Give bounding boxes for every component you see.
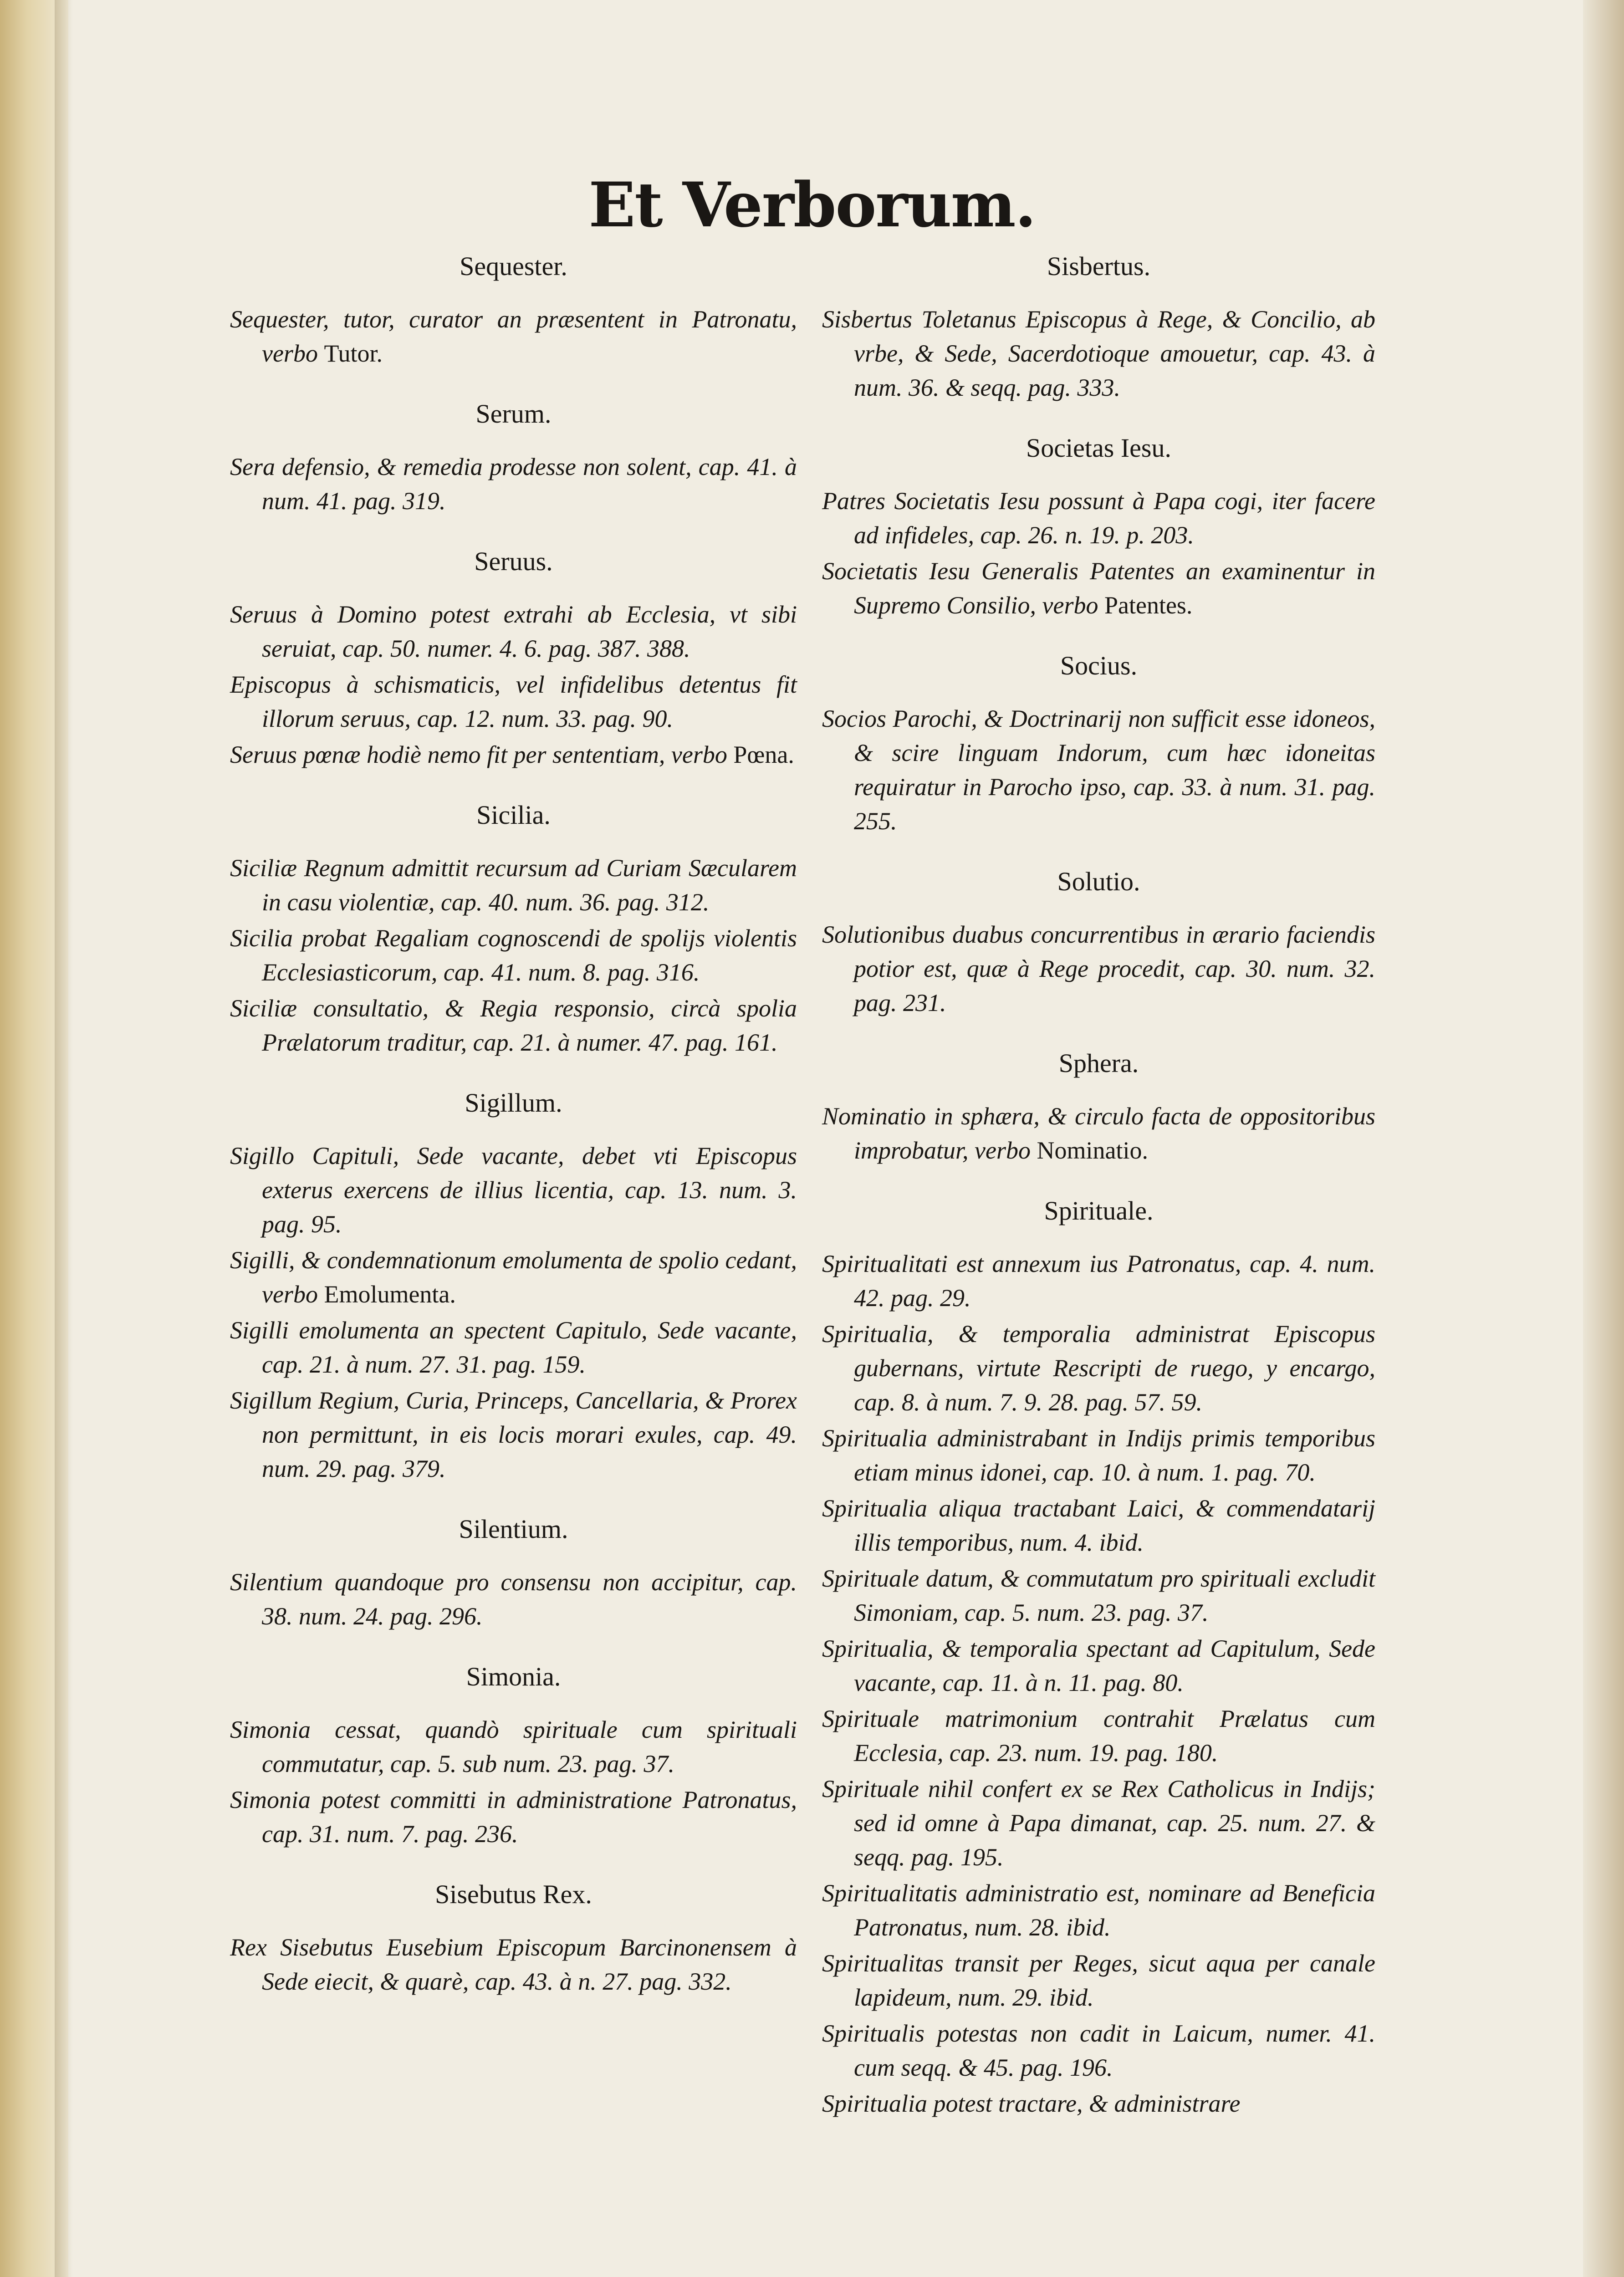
index-heading: Sicilia. bbox=[476, 800, 551, 830]
index-entry bbox=[822, 2017, 1375, 2085]
index-entry bbox=[230, 1930, 797, 1999]
entry-text: Rex Sisebutus Eusebium Episcopum Barcinonensem à Sede eiecit, & quarè, cap. 43. à n. 27. pag. 332. bbox=[230, 1934, 797, 1995]
entry-text: Seruus pœnæ hodiè nemo fit per sententiam, verbo bbox=[230, 741, 734, 768]
entry-text: Sigillum Regium, Curia, Princeps, Cancellaria, & Prorex non permittunt, in eis locis morari exules, cap. 49. num. 29. pag. 379. bbox=[230, 1387, 797, 1482]
entry-text: Sigilli emolumenta an spectent Capitulo, Sede vacante, cap. 21. à num. 27. 31. pag. 159. bbox=[230, 1317, 797, 1378]
index-entry bbox=[822, 554, 1375, 623]
entry-text: Spirituale matrimonium contrahit Prælatus cum Ecclesia, cap. 23. num. 19. pag. 180. bbox=[822, 1705, 1375, 1766]
entry-text: Spiritualia administrabant in Indijs primis temporibus etiam minus idonei, cap. 10. à num. 1. pag. 70. bbox=[822, 1424, 1375, 1486]
section-gap bbox=[822, 1169, 1375, 1190]
index-heading: Seruus. bbox=[474, 546, 553, 576]
left-column bbox=[230, 246, 797, 2001]
section-gap bbox=[230, 373, 797, 393]
entry-text: Spiritualitati est annexum ius Patronatus, cap. 4. num. 42. pag. 29. bbox=[822, 1250, 1375, 1312]
index-entry bbox=[230, 302, 797, 371]
entry-text: Silentium quandoque pro consensu non accipitur, cap. 38. num. 24. pag. 296. bbox=[230, 1568, 797, 1630]
cross-reference: Tutor. bbox=[324, 340, 383, 367]
entry-text: Sigillo Capituli, Sede vacante, debet vti Episcopus exterus exercens de illius licentia, cap. 13. num. 3. pag. 95. bbox=[230, 1142, 797, 1238]
entry-text: Spirituale datum, & commutatum pro spirituali excludit Simoniam, cap. 5. num. 23. pag. 37. bbox=[822, 1565, 1375, 1626]
index-heading: Serum. bbox=[475, 399, 552, 429]
index-entry bbox=[230, 921, 797, 990]
entry-text: Solutionibus duabus concurrentibus in ærario faciendis potior est, quæ à Rege procedit, cap. 30. num. 32. pag. 231. bbox=[822, 921, 1375, 1016]
index-heading: Spirituale. bbox=[1044, 1196, 1154, 1225]
index-heading: Societas Iesu. bbox=[1026, 433, 1171, 463]
entry-text: Siciliæ consultatio, & Regia responsio, circà spolia Prælatorum traditur, cap. 21. à numer. 47. pag. 161. bbox=[230, 995, 797, 1056]
entry-text: Spiritualia, & temporalia administrat Episcopus gubernans, virtute Rescripti de ruego, y encargo, cap. 8. à num. 7. 9. 28. pag. 57. 59. bbox=[822, 1320, 1375, 1416]
index-entry bbox=[822, 484, 1375, 552]
section-gap bbox=[230, 520, 797, 541]
index-entry bbox=[822, 2087, 1375, 2121]
entry-text: Simonia potest committi in administratione Patronatus, cap. 31. num. 7. pag. 236. bbox=[230, 1786, 797, 1848]
index-heading: Sphera. bbox=[1058, 1048, 1139, 1078]
section-gap bbox=[230, 1488, 797, 1509]
index-entry bbox=[230, 1313, 797, 1382]
entry-text: Sisbertus Toletanus Episcopus à Rege, & Concilio, ab vrbe, & Sede, Sacerdotioque amouetur, cap. 43. à num. 36. & seqq. pag. 333. bbox=[822, 306, 1375, 401]
entry-text: Socios Parochi, & Doctrinarij non sufficit esse idoneos, & scire linguam Indorum, cum hæc idoneitas requiratur in Parocho ipso, cap. 33. à num. 31. pag. 255. bbox=[822, 705, 1375, 835]
index-entry bbox=[822, 1491, 1375, 1560]
entry-text: Sera defensio, & remedia prodesse non solent, cap. 41. à num. 41. pag. 319. bbox=[230, 453, 797, 515]
index-entry bbox=[822, 1099, 1375, 1168]
index-heading: Simonia. bbox=[466, 1662, 561, 1691]
index-entry bbox=[230, 1139, 797, 1241]
index-heading: Sequester. bbox=[460, 251, 567, 281]
index-entry bbox=[822, 1247, 1375, 1315]
index-entry bbox=[230, 1243, 797, 1312]
section-gap bbox=[822, 624, 1375, 645]
index-entry bbox=[822, 918, 1375, 1020]
section-gap bbox=[230, 1853, 797, 1874]
section-gap bbox=[822, 407, 1375, 428]
right-column bbox=[822, 246, 1375, 2123]
index-entry bbox=[822, 1317, 1375, 1419]
section-gap bbox=[230, 774, 797, 795]
index-heading: Sigillum. bbox=[465, 1088, 562, 1118]
index-heading: Socius. bbox=[1060, 651, 1138, 680]
entry-text: Spiritualis potestas non cadit in Laicum, numer. 41. cum seqq. & 45. pag. 196. bbox=[822, 2020, 1375, 2081]
index-heading: Silentium. bbox=[459, 1514, 568, 1544]
cross-reference: Patentes. bbox=[1104, 592, 1193, 619]
index-entry bbox=[230, 1384, 797, 1486]
entry-text: Patres Societatis Iesu possunt à Papa cogi, iter facere ad infideles, cap. 26. n. 19. p. 203. bbox=[822, 487, 1375, 549]
index-entry bbox=[230, 851, 797, 919]
index-entry bbox=[822, 1876, 1375, 1945]
index-entry bbox=[230, 1713, 797, 1781]
cross-reference: Emolumenta. bbox=[324, 1281, 456, 1308]
index-entry bbox=[822, 1946, 1375, 2015]
entry-text: Societatis Iesu Generalis Patentes an examinentur in Supremo Consilio, verbo bbox=[822, 557, 1375, 619]
entry-text: Nominatio in sphæra, & circulo facta de oppositoribus improbatur, verbo bbox=[822, 1103, 1375, 1164]
index-entry bbox=[822, 1702, 1375, 1770]
index-entry bbox=[822, 1562, 1375, 1630]
index-heading: Sisbertus. bbox=[1047, 251, 1151, 281]
section-gap bbox=[822, 840, 1375, 861]
index-entry bbox=[822, 1421, 1375, 1490]
index-heading: Solutio. bbox=[1057, 867, 1140, 896]
entry-text: Siciliæ Regnum admittit recursum ad Curiam Sæcularem in casu violentiæ, cap. 40. num. 36. pag. 312. bbox=[230, 854, 797, 916]
entry-text: Sicilia probat Regaliam cognoscendi de spolijs violentis Ecclesiasticorum, cap. 41. num. 8. pag. 316. bbox=[230, 924, 797, 986]
entry-text: Seruus à Domino potest extrahi ab Ecclesia, vt sibi seruiat, cap. 50. numer. 4. 6. pag. 387. 388. bbox=[230, 601, 797, 662]
index-entry bbox=[230, 1565, 797, 1634]
entry-text: Spiritualitatis administratio est, nominare ad Beneficia Patronatus, num. 28. ibid. bbox=[822, 1879, 1375, 1941]
entry-text: Spiritualia, & temporalia spectant ad Capitulum, Sede vacante, cap. 11. à n. 11. pag. 80. bbox=[822, 1635, 1375, 1696]
section-gap bbox=[230, 1635, 797, 1656]
cross-reference: Nominatio. bbox=[1037, 1137, 1148, 1164]
index-entry bbox=[230, 668, 797, 736]
cross-reference: Pœna. bbox=[733, 741, 794, 768]
section-gap bbox=[230, 1062, 797, 1082]
entry-text: Sigilli, & condemnationum emolumenta de spolio cedant, verbo bbox=[230, 1246, 797, 1308]
entry-text: Sequester, tutor, curator an præsentent in Patronatu, verbo bbox=[230, 306, 797, 367]
entry-text: Spiritualitas transit per Reges, sicut aqua per canale lapideum, num. 29. ibid. bbox=[822, 1950, 1375, 2011]
page-fold-shadow bbox=[55, 0, 73, 2277]
index-entry bbox=[822, 302, 1375, 405]
index-entry bbox=[822, 702, 1375, 838]
index-entry bbox=[230, 738, 797, 772]
section-gap bbox=[822, 1022, 1375, 1043]
index-entry bbox=[230, 597, 797, 666]
index-entry bbox=[822, 1632, 1375, 1700]
entry-text: Episcopus à schismaticis, vel infidelibus detentus fit illorum seruus, cap. 12. num. 33. pag. 90. bbox=[230, 671, 797, 732]
entry-text: Spiritualia aliqua tractabant Laici, & commendatarij illis temporibus, num. 4. ibid. bbox=[822, 1495, 1375, 1556]
page-title: Et Verborum. bbox=[588, 168, 1036, 241]
index-entry bbox=[822, 1772, 1375, 1874]
index-entry bbox=[230, 1783, 797, 1851]
entry-text: Spirituale nihil confert ex se Rex Catholicus in Indijs; sed id omne à Papa dimanat, cap. 25. num. 27. & seqq. pag. 195. bbox=[822, 1775, 1375, 1871]
entry-text: Spiritualia potest tractare, & administrare bbox=[822, 2090, 1241, 2117]
entry-text: Simonia cessat, quandò spirituale cum spirituali commutatur, cap. 5. sub num. 23. pag. 37. bbox=[230, 1716, 797, 1777]
index-entry bbox=[230, 991, 797, 1060]
index-heading: Sisebutus Rex. bbox=[435, 1879, 592, 1909]
page-right-edge bbox=[1583, 0, 1624, 2277]
index-entry bbox=[230, 450, 797, 518]
